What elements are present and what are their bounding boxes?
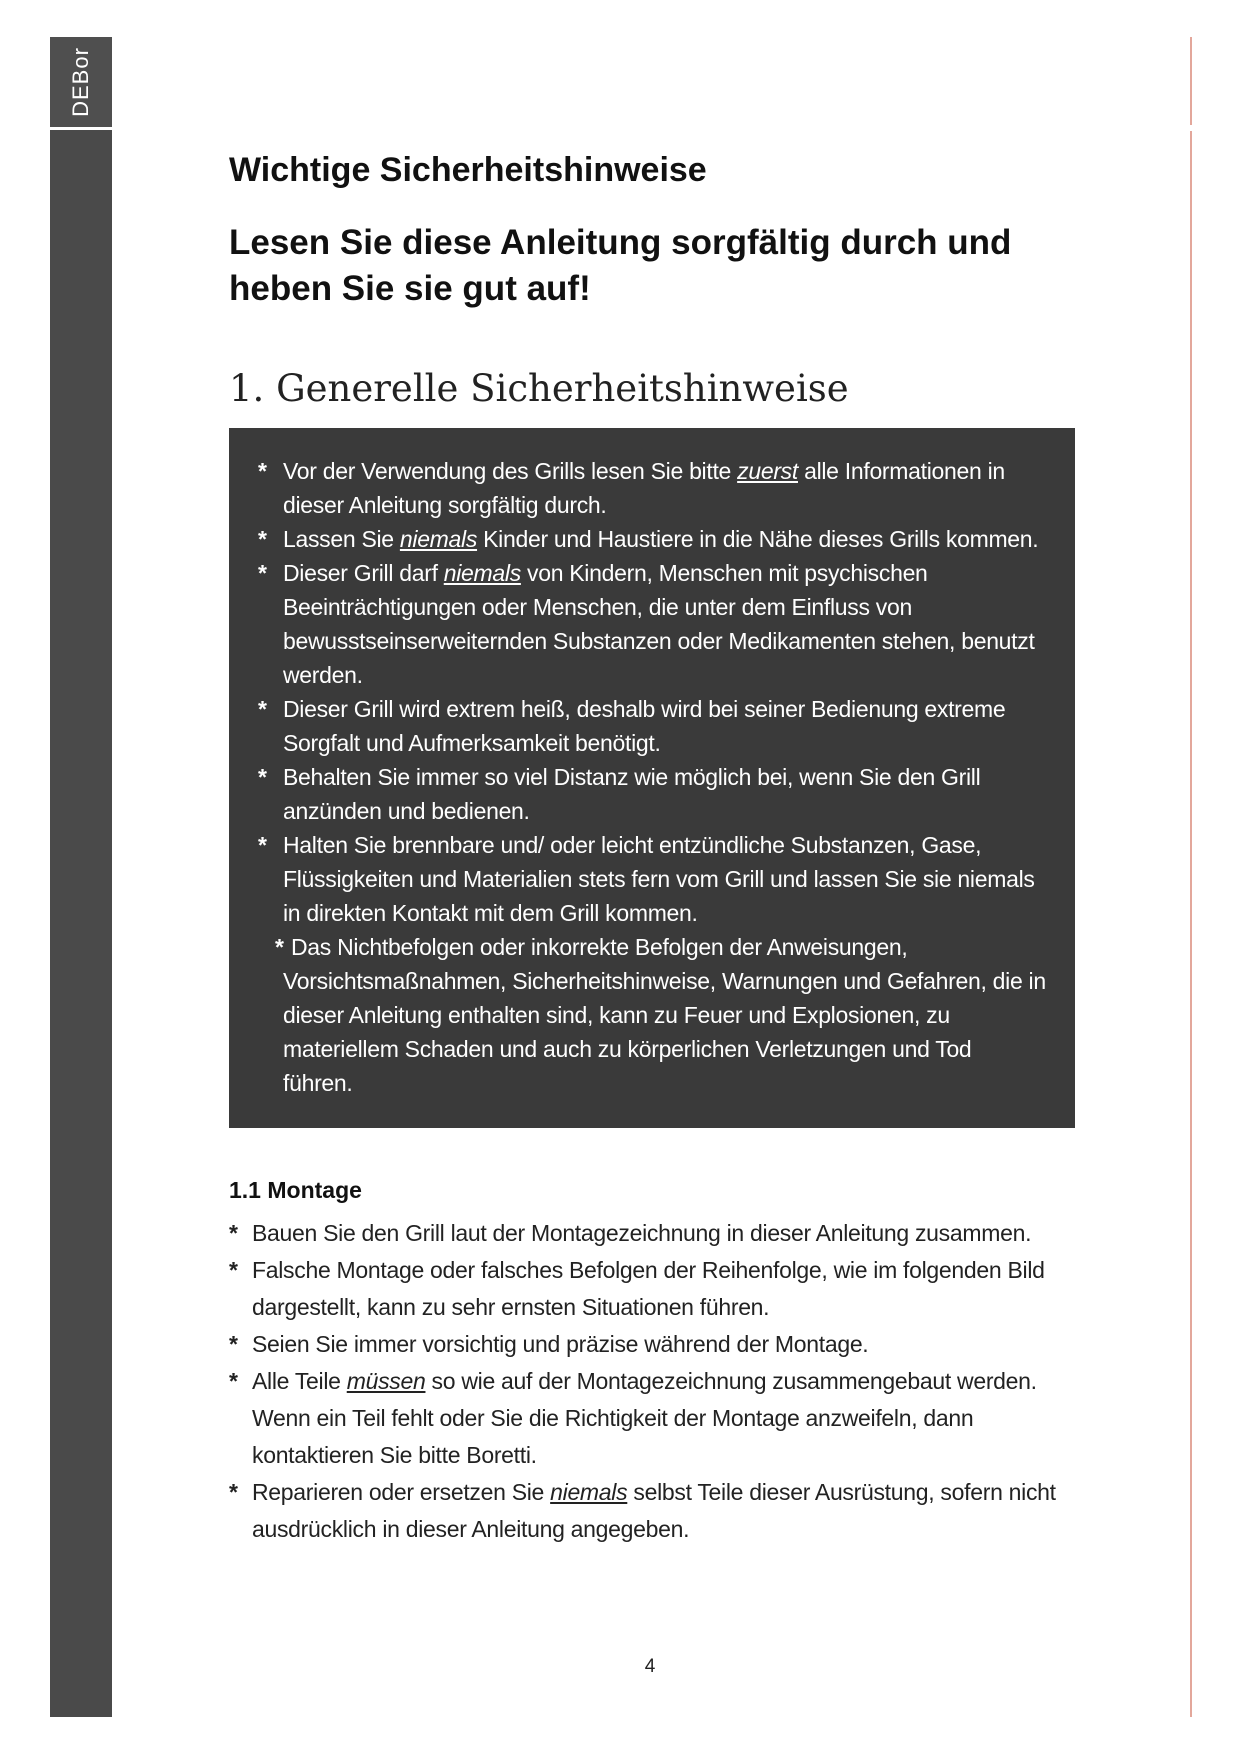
bullet-asterisk: * [258,560,267,586]
montage-list [229,1215,1089,1548]
list-item: * Dieser Grill darf niemals von Kindern, Menschen mit psychischen Beeinträchtigungen oder Menschen, die unter dem Einfluss von bewusstseinserweiternden Substanzen oder Medikamenten stehen, benutzt werden. [258,556,1047,692]
safety-notice-box [229,428,1075,1128]
list-item: * Falsche Montage oder falsches Befolgen der Reihenfolge, wie im folgenden Bild dargestellt, kann zu sehr ernsten Situationen führen. [229,1252,1089,1326]
montage-section [229,1175,1089,1548]
bullet-asterisk: * [258,458,267,484]
bullet-asterisk: * [258,696,267,722]
bullet-asterisk: * [229,1479,238,1505]
bullet-asterisk: * [229,1368,238,1394]
bullet-asterisk: * [258,526,267,552]
emphasis-text: müssen [346,1368,426,1394]
emphasis-text: zuerst [737,458,798,484]
emphasis-text: niemals [443,560,521,586]
bullet-asterisk: * [275,934,284,960]
bullet-asterisk: * [229,1257,238,1283]
list-item: * Das Nichtbefolgen oder inkorrekte Befolgen der Anweisungen, Vorsichtsmaßnahmen, Sicherheitshinweise, Warnungen und Gefahren, die in dieser Anleitung enthalten sind, kann zu Feuer und Explosionen, zu materiellem Schaden und auch zu körperlichen Verletzungen und Tod führen. [258,930,1047,1100]
list-item: * Alle Teile müssen so wie auf der Montagezeichnung zusammengebaut werden. Wenn ein Teil fehlt oder Sie die Richtigkeit der Montage anzweifeln, dann kontaktieren Sie bitte Boretti. [229,1363,1089,1474]
section-title: 1. Generelle Sicherheitshinweise [229,367,849,410]
bullet-asterisk: * [229,1220,238,1246]
emphasis-text: niemals [399,526,478,552]
list-item: * Reparieren oder ersetzen Sie niemals selbst Teile dieser Ausrüstung, sofern nicht ausdrücklich in dieser Anleitung angegeben. [229,1474,1089,1548]
page-subtitle: Lesen Sie diese Anleitung sorgfältig durch und heben Sie sie gut auf! [229,223,1012,308]
safety-list [258,454,1047,1100]
list-item: * Behalten Sie immer so viel Distanz wie möglich bei, wenn Sie den Grill anzünden und bedienen. [258,760,1047,828]
bullet-asterisk: * [258,764,267,790]
list-item: * Lassen Sie niemals Kinder und Haustiere in die Nähe dieses Grills kommen. [258,522,1047,556]
emphasis-text: niemals [550,1479,628,1505]
right-margin-rule [1190,37,1192,1717]
list-item: * Dieser Grill wird extrem heiß, deshalb wird bei seiner Bedienung extreme Sorgfalt und Aufmerksamkeit benötigt. [258,692,1047,760]
bullet-asterisk: * [258,832,267,858]
right-margin-rule-gap [1190,125,1192,131]
language-tab[interactable] [50,37,112,130]
page-number: 4 [644,1656,656,1677]
language-tab-label: DEBor [68,47,94,117]
bullet-asterisk: * [229,1331,238,1357]
list-item: * Vor der Verwendung des Grills lesen Sie bitte zuerst alle Informationen in dieser Anleitung sorgfältig durch. [258,454,1047,522]
page-header [229,148,1079,412]
list-item: * Halten Sie brennbare und/ oder leicht entzündliche Substanzen, Gase, Flüssigkeiten und Materialien stets fern vom Grill und lassen Sie sie niemals in direkten Kontakt mit dem Grill kommen. [258,828,1047,930]
page-title: Wichtige Sicherheitshinweise [229,151,707,189]
list-item: * Bauen Sie den Grill laut der Montagezeichnung in dieser Anleitung zusammen. [229,1215,1089,1252]
subsection-title: 1.1 Montage [229,1177,362,1203]
sidebar-bar [50,37,112,1717]
list-item: * Seien Sie immer vorsichtig und präzise während der Montage. [229,1326,1089,1363]
